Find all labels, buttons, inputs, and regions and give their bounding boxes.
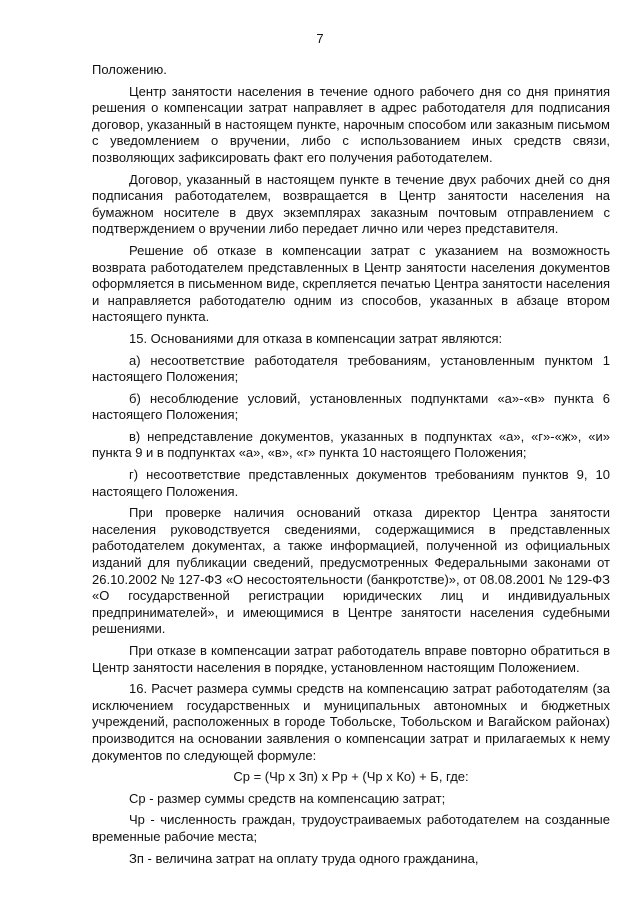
paragraph-contract-sending: Центр занятости населения в течение одного рабочего дня со дня принятия решения о компенсации затрат направляет в адрес работодателя для подписания договор, указанный в настоящем пункте, нарочным способом или заказным письмом с уведомлением о вручении, либо с использованием иных средств связи, позволяющих зафиксировать факт его получения работодателем. (92, 83, 610, 165)
paragraph-subitem-v: в) непредставление документов, указанных в подпунктах «а», «г»-«ж», «и» пункта 9 и в подпунктах «а», «в», «г» пункта 10 настоящего Положения; (92, 428, 610, 461)
paragraph-def-zp: Зп - величина затрат на оплату труда одного гражданина, (129, 850, 479, 866)
paragraph-subitem-g: г) несоответствие представленных документов требованиям пунктов 9, 10 настоящего Положения. (92, 467, 610, 499)
formula: Ср = (Чр x Зп) x Рр + (Чр x Ко) + Б, где: (233, 769, 469, 785)
document-body (92, 62, 610, 872)
paragraph-subitem-b: б) несоблюдение условий, установленных подпунктами «а»-«в» пункта 6 настоящего Положения; (92, 390, 610, 423)
paragraph-reapply: При отказе в компенсации затрат работодатель вправе повторно обратиться в Центр занятости населения в порядке, установленном настоящим Положением. (92, 643, 610, 675)
paragraph-def-sr: Ср - размер суммы средств на компенсацию затрат; (129, 790, 446, 806)
paragraph-def-chr: Чр - численность граждан, трудоустраиваемых работодателем на созданные временные рабочие места; (92, 812, 610, 844)
paragraph-item-16: 16. Расчет размера суммы средств на компенсацию затрат работодателям (за исключением государственных и муниципальных автономных и бюджетных учреждений, расположенных в городе Тобольске, Тобольском и Вагайском районах) производится на основании заявления о компенсации затрат и прилагаемых к нему документов по следующей формуле: (92, 681, 610, 763)
page-number: 7 (316, 31, 324, 46)
paragraph-contract-return: Договор, указанный в настоящем пункте в течение двух рабочих дней со дня подписания работодателем, возвращается в Центр занятости населения на бумажном носителе в двух экземплярах заказным почтовым отправлением с подтверждением о вручении либо передает лично или через представителя. (92, 171, 610, 237)
paragraph-continuation: Положению. (92, 62, 167, 77)
paragraph-item-15: 15. Основаниями для отказа в компенсации затрат являются: (129, 330, 503, 346)
paragraph-subitem-a: а) несоответствие работодателя требованиям, установленным пунктом 1 настоящего Положения; (92, 352, 610, 385)
paragraph-refusal-decision: Решение об отказе в компенсации затрат с указанием на возможность возврата работодателем представленных в Центр занятости населения документов оформляется в письменном виде, скрепляется печатью Центра занятости населения и направляется работодателю одним из способов, указанных в абзаце втором настоящего пункта. (92, 242, 610, 325)
paragraph-verification: При проверке наличия оснований отказа директор Центра занятости населения руководствуется сведениями, содержащимися в представленных работодателем документах, а также информацией, полученной из официальных изданий для публикации сведений, предусмотренных Федеральными законами от 26.10.2002 № 127-ФЗ «О несостоятельности (банкротстве)», от 08.08.2001 № 129-ФЗ «О государственной регистрации юридических лиц и индивидуальных предпринимателей», и имеющимися в Центре занятости населения судебными решениями. (92, 505, 610, 637)
